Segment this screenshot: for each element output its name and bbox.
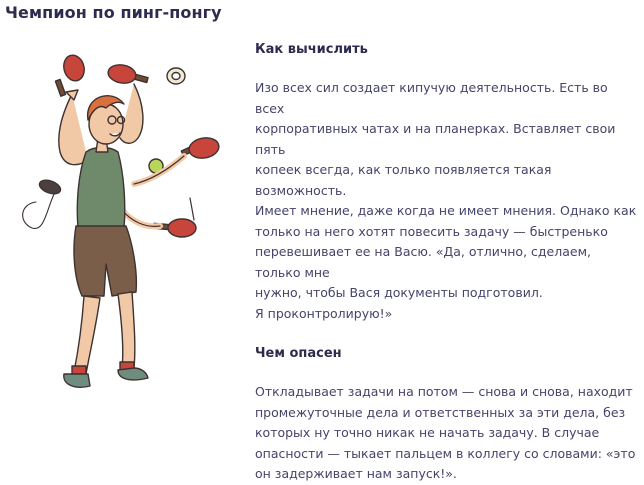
paddle-top-left-icon: [55, 53, 87, 96]
paddle-lower-right-icon: [154, 198, 196, 237]
section-text-why-dangerous: Откладывает задачи на потом — снова и снова, находит промежуточные дела и ответственных за эти дела, без которых ну точно никак не начать задачу. В случае опасности — тыкает пальцем в коллегу со словами: «это он задерживает нам запуск!».: [255, 384, 636, 481]
section-text-how-to-identify: Изо всех сил создает кипучую деятельность. Есть во всех корпоративных чатах и на планерках. Вставляет свои пять копеек всегда, как только появляется такая возможность. Имеет мнение, даже когда не имеет мнения. Однако как только на него хотят повесить задачу — быстренько перевешивает ее на Васю. «Да, отлично, сделаем, только мне нужно, чтобы Вася документы подготовил. Я проконтролирую!»: [255, 80, 637, 321]
ping-pong-juggler-illustration: [14, 34, 232, 404]
section-heading-how-to-identify: Как вычислить: [255, 42, 368, 57]
page-title: Чемпион по пинг-понгу: [5, 3, 222, 22]
mouse-icon: [23, 178, 63, 229]
article-content: [255, 40, 640, 485]
section-heading-why-dangerous: Чем опасен: [255, 346, 342, 361]
paddle-top-middle-icon: [107, 63, 148, 86]
paddle-right-icon: [181, 136, 220, 161]
tape-roll-icon: [167, 68, 185, 84]
